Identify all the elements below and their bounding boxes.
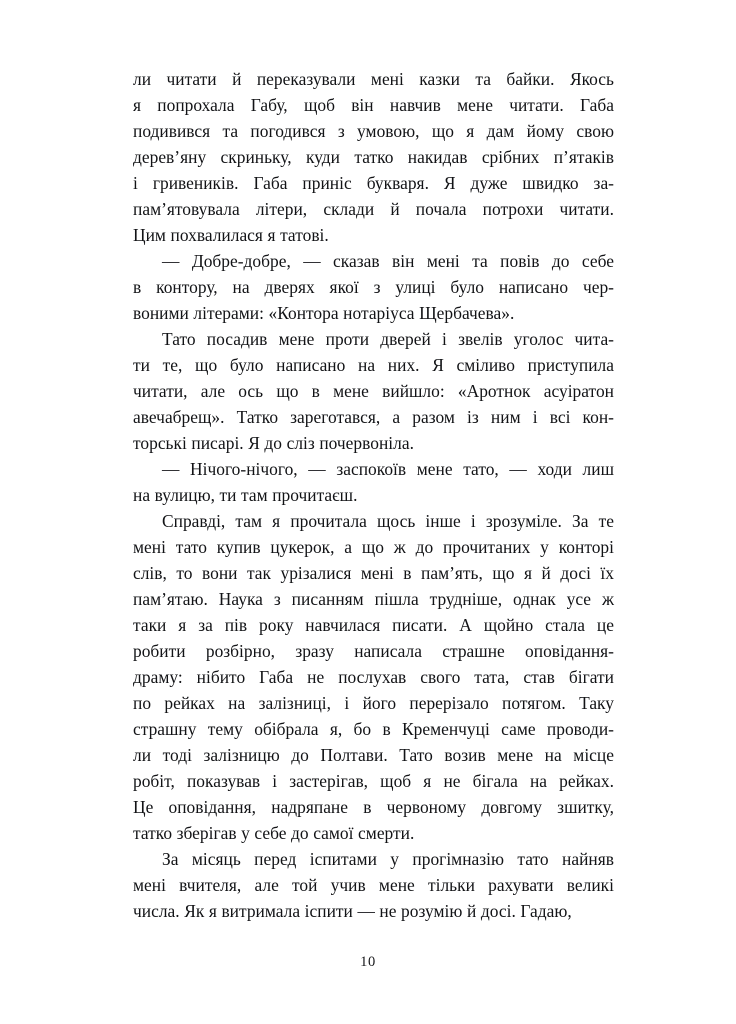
text-line: ли тоді залізницю до Полтави. Тато возив мене на місце <box>133 745 614 765</box>
text-line: робити розбірно, зразу написала страшне оповідання- <box>133 641 614 661</box>
text-line: читати, але ось що в мене вийшло: «Аротнок асуіратон <box>133 381 614 401</box>
text-line: — Добре-добре, — сказав він мені та повів до себе <box>162 251 614 271</box>
text-line: ли читати й переказували мені казки та байки. Якось <box>133 69 614 89</box>
text-line: — Нічого-нічого, — заспокоїв мене тато, — ходи лиш <box>162 459 614 479</box>
paragraph <box>133 846 614 924</box>
text-line: пам’ятовувала літери, склади й почала потрохи читати. <box>133 199 614 219</box>
text-line: драму: нібито Габа не послухав свого тата, став бігати <box>133 667 614 687</box>
text-line: подивився та погодився з умовою, що я дам йому свою <box>133 121 614 141</box>
text-line: За місяць перед іспитами у прогімназію тато найняв <box>162 849 614 869</box>
page-number: 10 <box>360 954 376 970</box>
text-line: Це оповідання, надряпане в червоному довгому зшитку, <box>133 797 614 817</box>
paragraph <box>133 248 614 326</box>
text-line: авечабрещ». Татко зареготався, а разом із ним і всі кон- <box>133 407 614 427</box>
text-line: Тато посадив мене проти дверей і звелів уголос чита- <box>162 329 614 349</box>
text-line: числа. Як я витримала іспити — не розумію й досі. Гадаю, <box>133 901 572 921</box>
text-line: по рейках на залізниці, і його перерізало потягом. Таку <box>133 693 614 713</box>
body-text-column <box>133 66 614 924</box>
text-line: на вулицю, ти там прочитаєш. <box>133 485 358 505</box>
paragraph <box>133 326 614 456</box>
text-line: татко зберігав у себе до самої смерти. <box>133 823 415 843</box>
text-line: Цим похвалилася я татові. <box>133 225 329 245</box>
paragraph <box>133 66 614 248</box>
text-line: в контору, на дверях якої з улиці було написано чер- <box>133 277 614 297</box>
text-line: дерев’яну скриньку, куди татко накидав срібних п’ятаків <box>133 147 614 167</box>
text-line: я попрохала Габу, щоб він навчив мене читати. Габа <box>133 95 614 115</box>
text-line: торські писарі. Я до сліз почервоніла. <box>133 433 414 453</box>
text-line: страшну тему обібрала я, бо в Кременчуці саме проводи- <box>133 719 614 739</box>
text-line: воними літерами: «Контора нотаріуса Щербачева». <box>133 303 515 323</box>
text-line: ти те, що було написано на них. Я сміливо приступила <box>133 355 614 375</box>
paragraph <box>133 508 614 846</box>
text-line: мені вчителя, але той учив мене тільки рахувати великі <box>133 875 614 895</box>
paragraph <box>133 456 614 508</box>
text-line: Справді, там я прочитала щось інше і зрозуміле. За те <box>162 511 614 531</box>
text-line: слів, то вони так урізалися мені в пам’ять, що я й досі їх <box>133 563 614 583</box>
text-line: і гривеників. Габа приніс букваря. Я дуже швидко за- <box>133 173 614 193</box>
text-line: таки я за пів року навчилася писати. А щойно стала це <box>133 615 614 635</box>
text-line: робіт, показував і застерігав, щоб я не бігала на рейках. <box>133 771 614 791</box>
text-line: пам’ятаю. Наука з писанням пішла трудніше, однак усе ж <box>133 589 614 609</box>
text-line: мені тато купив цукерок, а що ж до прочитаних у конторі <box>133 537 614 557</box>
